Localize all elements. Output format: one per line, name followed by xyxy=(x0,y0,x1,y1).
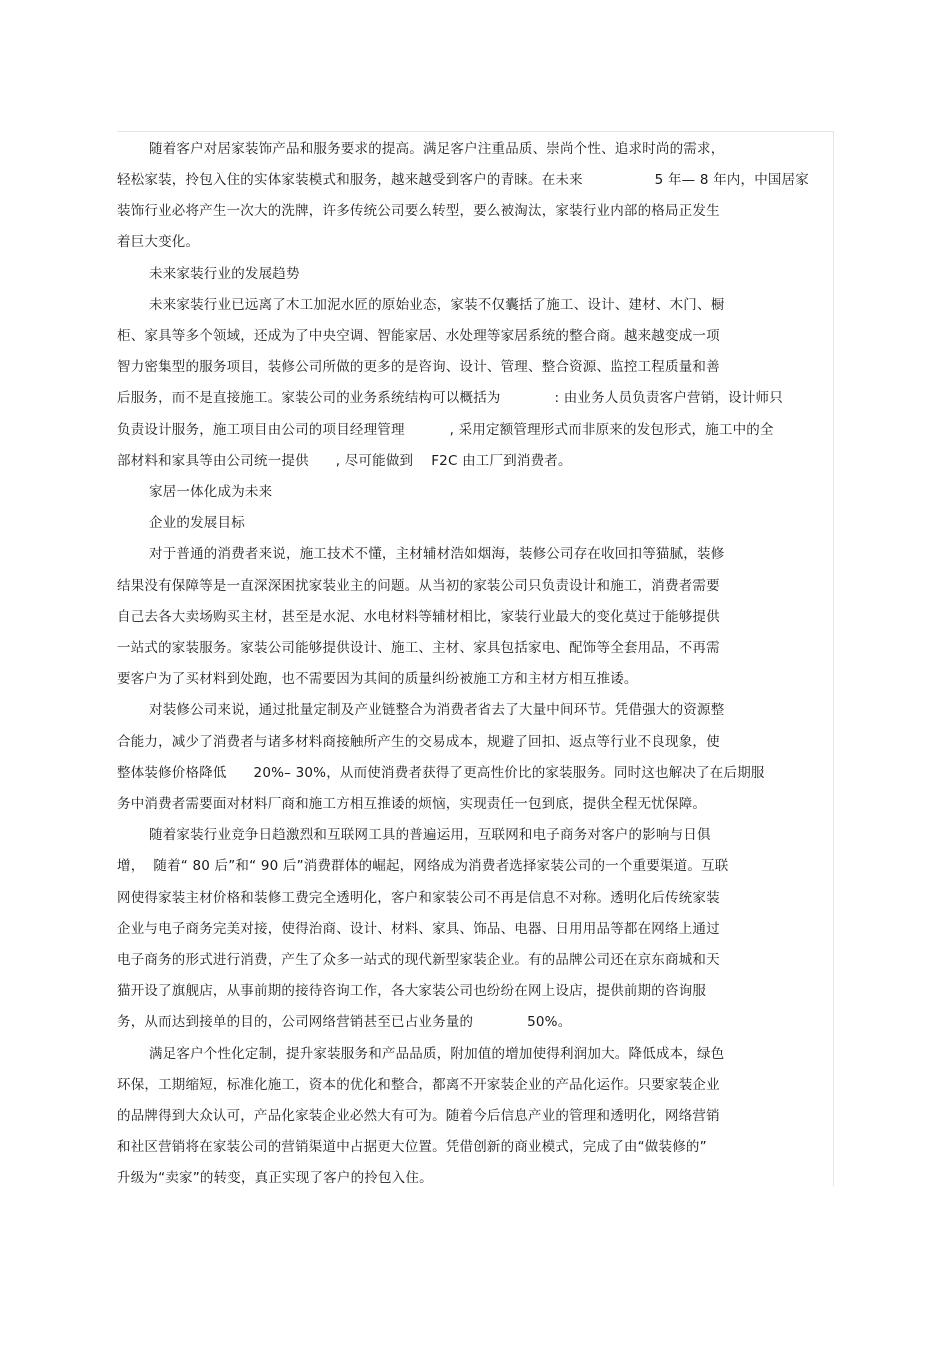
text-line: 增， 随着“ 80 后”和“ 90 后”消费群体的崛起，网络成为消费者选择家装公司的一个重要渠道。互联 xyxy=(117,858,729,874)
text-line: 着巨大变化。 xyxy=(117,234,200,250)
text-line: 结果没有保障等是一直深深困扰家装业主的问题。从当初的家装公司只负责设计和施工，消费者需要 xyxy=(117,578,720,594)
section-heading: 企业的发展目标 xyxy=(149,515,245,531)
text-line: 和社区营销将在家装公司的营销渠道中占据更大位置。凭借创新的商业模式，完成了由“做装修的” xyxy=(117,1139,707,1155)
text-line: 合能力，减少了消费者与诸多材料商接触所产生的交易成本，规避了回扣、返点等行业不良现象，使 xyxy=(117,734,720,750)
text-line: 环保，工期缩短，标准化施工，资本的优化和整合，都离不开家装企业的产品化运作。只要家装企业 xyxy=(117,1077,720,1093)
text-line: 猫开设了旗舰店，从事前期的接待咨询工作，各大家装公司也纷纷在网上设店，提供前期的咨询服 xyxy=(117,983,707,999)
text-line: 务，从而达到接单的目的，公司网络营销甚至已占业务量的 50%。 xyxy=(117,1014,572,1030)
text-line: 负责设计服务，施工项目由公司的项目经理管理 , 采用定额管理形式而非原来的发包形式，施工中的全 xyxy=(117,422,774,438)
text-line: 务中消费者需要面对材料厂商和施工方相互推诿的烦恼，实现责任一包到底，提供全程无忧保障。 xyxy=(117,796,707,812)
text-line: 对于普通的消费者来说，施工技术不懂，主材辅材浩如烟海，装修公司存在收回扣等猫腻，装修 xyxy=(149,546,725,562)
text-line: 整体装修价格降低 20%– 30%，从而使消费者获得了更高性价比的家装服务。同时这也解决了在后期服 xyxy=(117,765,765,781)
text-line: 未来家装行业已远离了木工加泥水匠的原始业态，家装不仅囊括了施工、设计、建材、木门、橱 xyxy=(149,297,725,313)
text-line: 要客户为了买材料到处跑，也不需要因为其间的质量纠纷被施工方和主材方相互推诿。 xyxy=(117,671,638,687)
text-line: 随着客户对居家装饰产品和服务要求的提高。满足客户注重品质、崇尚个性、追求时尚的需求， xyxy=(149,141,725,157)
text-line: 自己去各大卖场购买主材，甚至是水泥、水电材料等辅材相比，家装行业最大的变化莫过于能够提供 xyxy=(117,609,720,625)
section-heading: 未来家装行业的发展趋势 xyxy=(149,266,300,282)
section-heading: 家居一体化成为未来 xyxy=(149,484,273,500)
text-line: 柜、家具等多个领域，还成为了中央空调、智能家居、水处理等家居系统的整合商。越来越变成一项 xyxy=(117,328,720,344)
text-line: 升级为“卖家”的转变，真正实现了客户的拎包入住。 xyxy=(117,1170,433,1186)
text-line: 网使得家装主材价格和装修工费完全透明化，客户和家装公司不再是信息不对称。透明化后传统家装 xyxy=(117,890,720,906)
text-line: 轻松家装，拎包入住的实体家装模式和服务，越来越受到客户的青睐。在未来 5 年— 8 年内，中国居家 xyxy=(117,172,810,188)
text-line: 的品牌得到大众认可，产品化家装企业必然大有可为。随着今后信息产业的管理和透明化，网络营销 xyxy=(117,1108,720,1124)
text-line: 电子商务的形式进行消费，产生了众多一站式的现代新型家装企业。有的品牌公司还在京东商城和天 xyxy=(117,952,720,968)
text-line: 装饰行业必将产生一次大的洗牌，许多传统公司要么转型，要么被淘汰，家装行业内部的格局正发生 xyxy=(117,203,720,219)
text-line: 一站式的家装服务。家装公司能够提供设计、施工、主材、家具包括家电、配饰等全套用品，不再需 xyxy=(117,640,720,656)
text-line: 对装修公司来说，通过批量定制及产业链整合为消费者省去了大量中间环节。凭借强大的资源整 xyxy=(149,702,725,718)
text-line: 满足客户个性化定制，提升家装服务和产品品质，附加值的增加使得利润加大。降低成本，绿色 xyxy=(149,1046,725,1062)
page-border-top xyxy=(117,131,833,132)
page-border-right xyxy=(833,131,834,1186)
text-line: 部材料和家具等由公司统一提供 , 尽可能做到 F2C 由工厂到消费者。 xyxy=(117,453,572,469)
text-line: 随着家装行业竞争日趋激烈和互联网工具的普遍运用，互联网和电子商务对客户的影响与日俱 xyxy=(149,827,711,843)
text-line: 后服务，而不是直接施工。家装公司的业务系统结构可以概括为 : 由业务人员负责客户营销，设计师只 xyxy=(117,390,783,406)
text-line: 智力密集型的服务项目，装修公司所做的更多的是咨询、设计、管理、整合资源、监控工程质量和善 xyxy=(117,359,720,375)
text-line: 企业与电子商务完美对接，使得治商、设计、材料、家具、饰品、电器、日用用品等都在网络上通过 xyxy=(117,921,720,937)
